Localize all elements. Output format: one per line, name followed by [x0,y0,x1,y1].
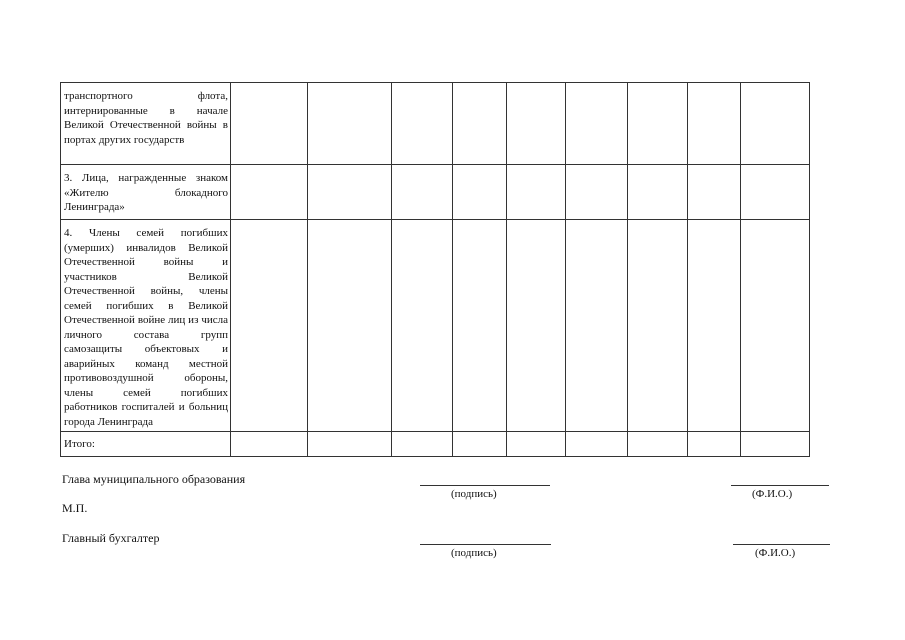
row-label-total: Итого: [61,432,231,457]
table-row [61,83,810,165]
table-cell [566,220,628,432]
table-cell [392,83,453,165]
table-cell [453,432,507,457]
seal-label: М.П. [62,501,88,515]
table-cell [453,83,507,165]
table-cell [392,432,453,457]
table-cell [507,432,566,457]
table-row [61,220,810,432]
table-cell [741,432,810,457]
table-row [61,432,810,457]
row-label: 3. Лица, награжденные знаком «Жителю блокадного Ленинграда» [61,165,231,220]
head-signature-caption: (подпись) [451,488,497,500]
table-cell [507,83,566,165]
table-cell [231,83,308,165]
head-name-caption: (Ф.И.О.) [752,488,793,500]
head-name-line [731,485,829,486]
table-row [61,165,810,220]
table-cell [231,432,308,457]
table-cell [507,220,566,432]
benefits-table [60,82,810,457]
head-label: Глава муниципального образования [62,472,246,486]
table-cell [628,432,688,457]
accountant-name-caption: (Ф.И.О.) [755,547,796,559]
table-cell [628,83,688,165]
row-label: 4. Члены семей погибших (умерших) инвалидов Великой Отечественной войны и участников Великой Отечественной войны, члены семей погибших в Великой Отечественной войне лиц из числа личного состава групп самозащиты объектовых и аварийных команд местной противовоздушной обороны, члены семей погибших работников госпиталей и больниц города Ленинграда [61,220,231,432]
table-cell [741,165,810,220]
accountant-signature-line [420,544,551,545]
table-cell [688,220,741,432]
table-cell [741,83,810,165]
table-cell [392,165,453,220]
accountant-label: Главный бухгалтер [62,531,160,545]
table-cell [566,432,628,457]
table-cell [688,165,741,220]
table-cell [231,220,308,432]
table-cell [453,220,507,432]
accountant-name-line [733,544,830,545]
table-cell [308,83,392,165]
table-cell [392,220,453,432]
table-cell [308,165,392,220]
table-cell [231,165,308,220]
accountant-signature-caption: (подпись) [451,547,497,559]
table-cell [308,220,392,432]
table-cell [453,165,507,220]
head-signature-line [420,485,550,486]
table-cell [688,83,741,165]
table-cell [741,220,810,432]
table-cell [308,432,392,457]
table-cell [566,165,628,220]
table-cell [507,165,566,220]
table-cell [566,83,628,165]
table-cell [628,220,688,432]
table-cell [688,432,741,457]
table-cell [628,165,688,220]
row-label: транспортного флота, интернированные в начале Великой Отечественной войны в портах других государств [61,83,231,165]
